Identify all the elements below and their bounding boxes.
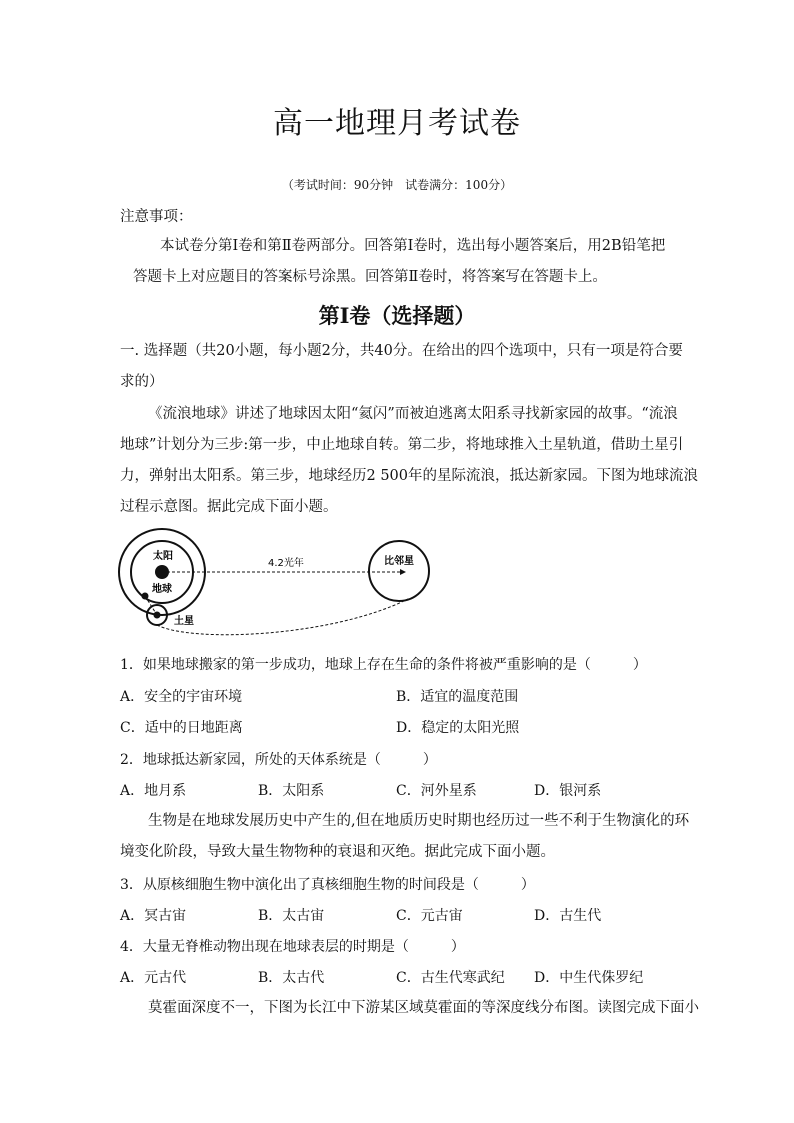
passage1-line-3: 力，弹射出太阳系。第三步，地球经历2 500年的星际流浪，抵达新家园。下图为地球流浪 bbox=[120, 468, 699, 484]
question-1-option-a: A．安全的宇宙环境 bbox=[120, 689, 243, 705]
notes-line-2: 答题卡上对应题目的答案标号涂黑。回答第Ⅱ卷时，将答案写在答题卡上。 bbox=[133, 269, 607, 285]
question-4-option-a: A．元古代 bbox=[120, 970, 187, 986]
question-1-option-c: C．适中的日地距离 bbox=[120, 720, 243, 736]
question-2-stem: 2．地球抵达新家园，所处的天体系统是（ ） bbox=[120, 752, 437, 768]
passage1-line-2: 地球”计划分为三步:第一步，中止地球自转。第二步，将地球推入土星轨道，借助土星引 bbox=[120, 437, 684, 453]
page-title: 高一地理月考试卷 bbox=[273, 106, 521, 141]
section-title: 第Ⅰ卷（选择题） bbox=[318, 303, 476, 328]
question-4-option-c: C．古生代寒武纪 bbox=[396, 970, 505, 986]
sun-label: 太阳 bbox=[153, 551, 173, 562]
passage2-line-2: 境变化阶段，导致大量生物物种的衰退和灭绝。据此完成下面小题。 bbox=[120, 844, 555, 860]
notes-heading: 注意事项： bbox=[120, 209, 193, 225]
question-4-option-d: D．中生代侏罗纪 bbox=[534, 970, 644, 986]
exam-info: （考试时间：90分钟 试卷满分：100分） bbox=[281, 178, 513, 192]
distance-arrowhead bbox=[400, 569, 406, 575]
passage1-line-1: 《流浪地球》讲述了地球因太阳“氦闪”而被迫逃离太阳系寻找新家园的故事。“流浪 bbox=[148, 406, 678, 422]
proxima-label: 比邻星 bbox=[384, 556, 414, 567]
question-3-option-d: D．古生代 bbox=[534, 908, 602, 924]
proxima-circle bbox=[369, 541, 429, 601]
question-4-stem: 4．大量无脊椎动物出现在地球表层的时期是（ ） bbox=[120, 939, 465, 955]
question-2-option-c: C．河外星系 bbox=[396, 783, 477, 799]
question-1-option-b: B．适宜的温度范围 bbox=[396, 689, 519, 705]
part1-heading-line-2: 求的） bbox=[120, 374, 164, 390]
question-3-stem: 3．从原核细胞生物中演化出了真核细胞生物的时间段是（ ） bbox=[120, 877, 535, 893]
question-3-option-c: C．元古宙 bbox=[396, 908, 463, 924]
earth-journey-diagram bbox=[112, 525, 432, 645]
earth-label: 地球 bbox=[152, 584, 172, 595]
distance-label: 4.2光年 bbox=[268, 558, 304, 569]
question-3-option-a: A．冥古宙 bbox=[120, 908, 187, 924]
part1-heading-line-1: 一. 选择题（共20小题，每小题2分，共40分。在给出的四个选项中，只有一项是符合要 bbox=[120, 343, 683, 359]
saturn-label: 土星 bbox=[174, 616, 194, 627]
passage2-line-1: 生物是在地球发展历史中产生的,但在地质历史时期也经历过一些不利于生物演化的环 bbox=[148, 813, 690, 829]
question-2-option-d: D．银河系 bbox=[534, 783, 602, 799]
question-1-option-d: D．稳定的太阳光照 bbox=[396, 720, 520, 736]
question-4-option-b: B．太古代 bbox=[258, 970, 325, 986]
question-1-stem: 1．如果地球搬家的第一步成功，地球上存在生命的条件将被严重影响的是（ ） bbox=[120, 657, 647, 673]
passage3-line-1: 莫霍面深度不一，下图为长江中下游某区域莫霍面的等深度线分布图。读图完成下面小 bbox=[148, 1000, 699, 1016]
question-3-option-b: B．太古宙 bbox=[258, 908, 325, 924]
notes-line-1: 本试卷分第Ⅰ卷和第Ⅱ卷两部分。回答第Ⅰ卷时，选出每小题答案后，用2B铅笔把 bbox=[160, 238, 666, 254]
question-2-option-a: A．地月系 bbox=[120, 783, 187, 799]
escape-path bbox=[157, 599, 408, 635]
passage1-line-4: 过程示意图。据此完成下面小题。 bbox=[120, 499, 338, 515]
question-2-option-b: B．太阳系 bbox=[258, 783, 325, 799]
